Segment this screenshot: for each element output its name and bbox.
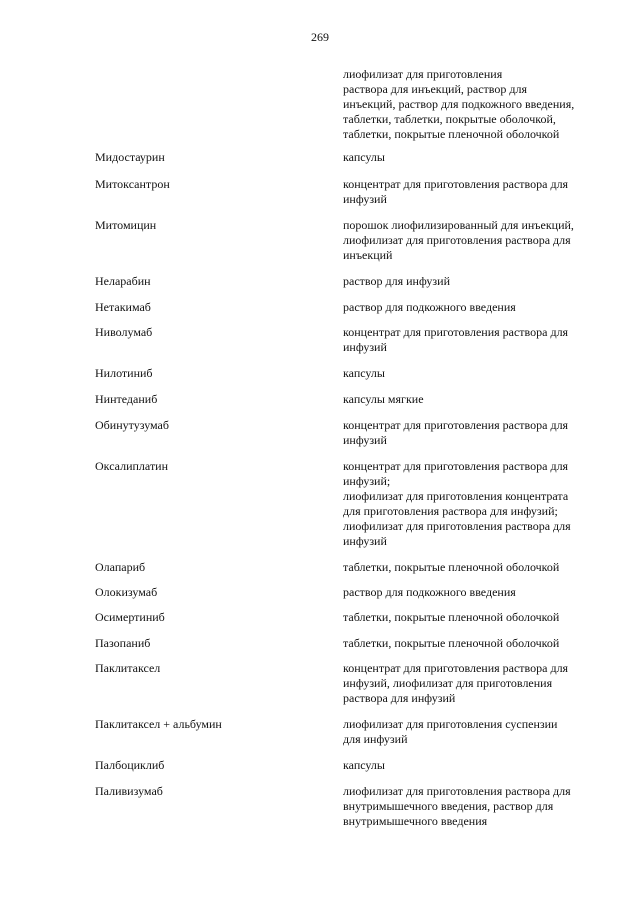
dosage-form-line: порошок лиофилизированный для инъекций, xyxy=(343,218,574,232)
dosage-form-line: таблетки, покрытые пленочной оболочкой xyxy=(343,636,560,650)
drug-name: Осимертиниб xyxy=(95,610,165,624)
drug-name: Нетакимаб xyxy=(95,300,151,314)
drug-name: Паклитаксел + альбумин xyxy=(95,717,222,731)
dosage-form-line: внутримышечного введения xyxy=(343,814,488,828)
dosage-form-line: лиофилизат для приготовления раствора для xyxy=(343,233,571,247)
dosage-form-line: капсулы xyxy=(343,150,385,164)
dosage-form xyxy=(343,610,591,625)
drug-name: Паливизумаб xyxy=(95,784,163,798)
dosage-form xyxy=(343,758,591,773)
drug-name: Олокизумаб xyxy=(95,585,158,599)
continued-dosage-form xyxy=(343,67,591,142)
dosage-form-line: капсулы xyxy=(343,366,385,380)
dosage-form xyxy=(343,150,591,165)
dosage-form-line: раствор для подкожного введения xyxy=(343,300,516,314)
dosage-form-line: инфузий; xyxy=(343,474,391,488)
dosage-form-line: инъекций, раствор для подкожного введения, xyxy=(343,97,575,111)
dosage-form-line: инфузий, лиофилизат для приготовления xyxy=(343,676,553,690)
dosage-form-line: лиофилизат для приготовления раствора для xyxy=(343,519,571,533)
dosage-form-line: лиофилизат для приготовления суспензии xyxy=(343,717,558,731)
dosage-form xyxy=(343,418,591,448)
dosage-form-line: инфузий xyxy=(343,192,387,206)
drug-name: Оксалиплатин xyxy=(95,459,169,473)
dosage-form-line: раствора для инфузий xyxy=(343,691,456,705)
dosage-form-line: концентрат для приготовления раствора для xyxy=(343,177,569,191)
dosage-form-line: для инфузий xyxy=(343,732,408,746)
dosage-form xyxy=(343,392,591,407)
drug-name: Палбоциклиб xyxy=(95,758,165,772)
dosage-form-line: раствора для инъекций, раствор для xyxy=(343,82,527,96)
dosage-form-line: лиофилизат для приготовления концентрата xyxy=(343,489,569,503)
dosage-form-line: концентрат для приготовления раствора для xyxy=(343,661,569,675)
drug-name: Нилотиниб xyxy=(95,366,153,380)
drug-name: Мидостаурин xyxy=(95,150,165,164)
dosage-form-line: инфузий xyxy=(343,433,387,447)
dosage-form xyxy=(343,218,591,263)
dosage-form-line: концентрат для приготовления раствора для xyxy=(343,418,569,432)
dosage-form-line: таблетки, покрытые пленочной оболочкой xyxy=(343,610,560,624)
drug-name: Пазопаниб xyxy=(95,636,151,650)
drug-name: Обинутузумаб xyxy=(95,418,169,432)
dosage-form xyxy=(343,661,591,706)
drug-name: Митоксантрон xyxy=(95,177,170,191)
dosage-form-line: внутримышечного введения, раствор для xyxy=(343,799,554,813)
dosage-form xyxy=(343,459,591,549)
dosage-form xyxy=(343,717,591,747)
dosage-form-line: инфузий xyxy=(343,534,387,548)
dosage-form-line: капсулы xyxy=(343,758,385,772)
drug-name: Неларабин xyxy=(95,274,151,288)
drug-name: Ниволумаб xyxy=(95,325,153,339)
dosage-form xyxy=(343,560,591,575)
dosage-form-line: концентрат для приготовления раствора для xyxy=(343,325,569,339)
dosage-form-line: инъекций xyxy=(343,248,393,262)
dosage-form-line: концентрат для приготовления раствора для xyxy=(343,459,569,473)
dosage-form xyxy=(343,366,591,381)
dosage-form xyxy=(343,585,591,600)
dosage-form xyxy=(343,300,591,315)
dosage-form xyxy=(343,325,591,355)
dosage-form xyxy=(343,274,591,289)
dosage-form-line: лиофилизат для приготовления xyxy=(343,67,503,81)
dosage-form xyxy=(343,784,591,829)
dosage-form-line: лиофилизат для приготовления раствора для xyxy=(343,784,571,798)
dosage-form-line: таблетки, покрытые пленочной оболочкой xyxy=(343,560,560,574)
dosage-form-line: капсулы мягкие xyxy=(343,392,424,406)
drug-name: Паклитаксел xyxy=(95,661,161,675)
dosage-form-line: таблетки, покрытые пленочной оболочкой xyxy=(343,127,560,141)
page-number: 269 xyxy=(311,30,329,44)
drug-name: Нинтеданиб xyxy=(95,392,158,406)
drug-name: Митомицин xyxy=(95,218,157,232)
dosage-form-line: для приготовления раствора для инфузий; xyxy=(343,504,558,518)
dosage-form-line: инфузий xyxy=(343,340,387,354)
dosage-form-line: раствор для подкожного введения xyxy=(343,585,516,599)
dosage-form xyxy=(343,177,591,207)
dosage-form xyxy=(343,636,591,651)
drug-name: Олапариб xyxy=(95,560,146,574)
dosage-form-line: раствор для инфузий xyxy=(343,274,450,288)
dosage-form-line: таблетки, таблетки, покрытые оболочкой, xyxy=(343,112,556,126)
